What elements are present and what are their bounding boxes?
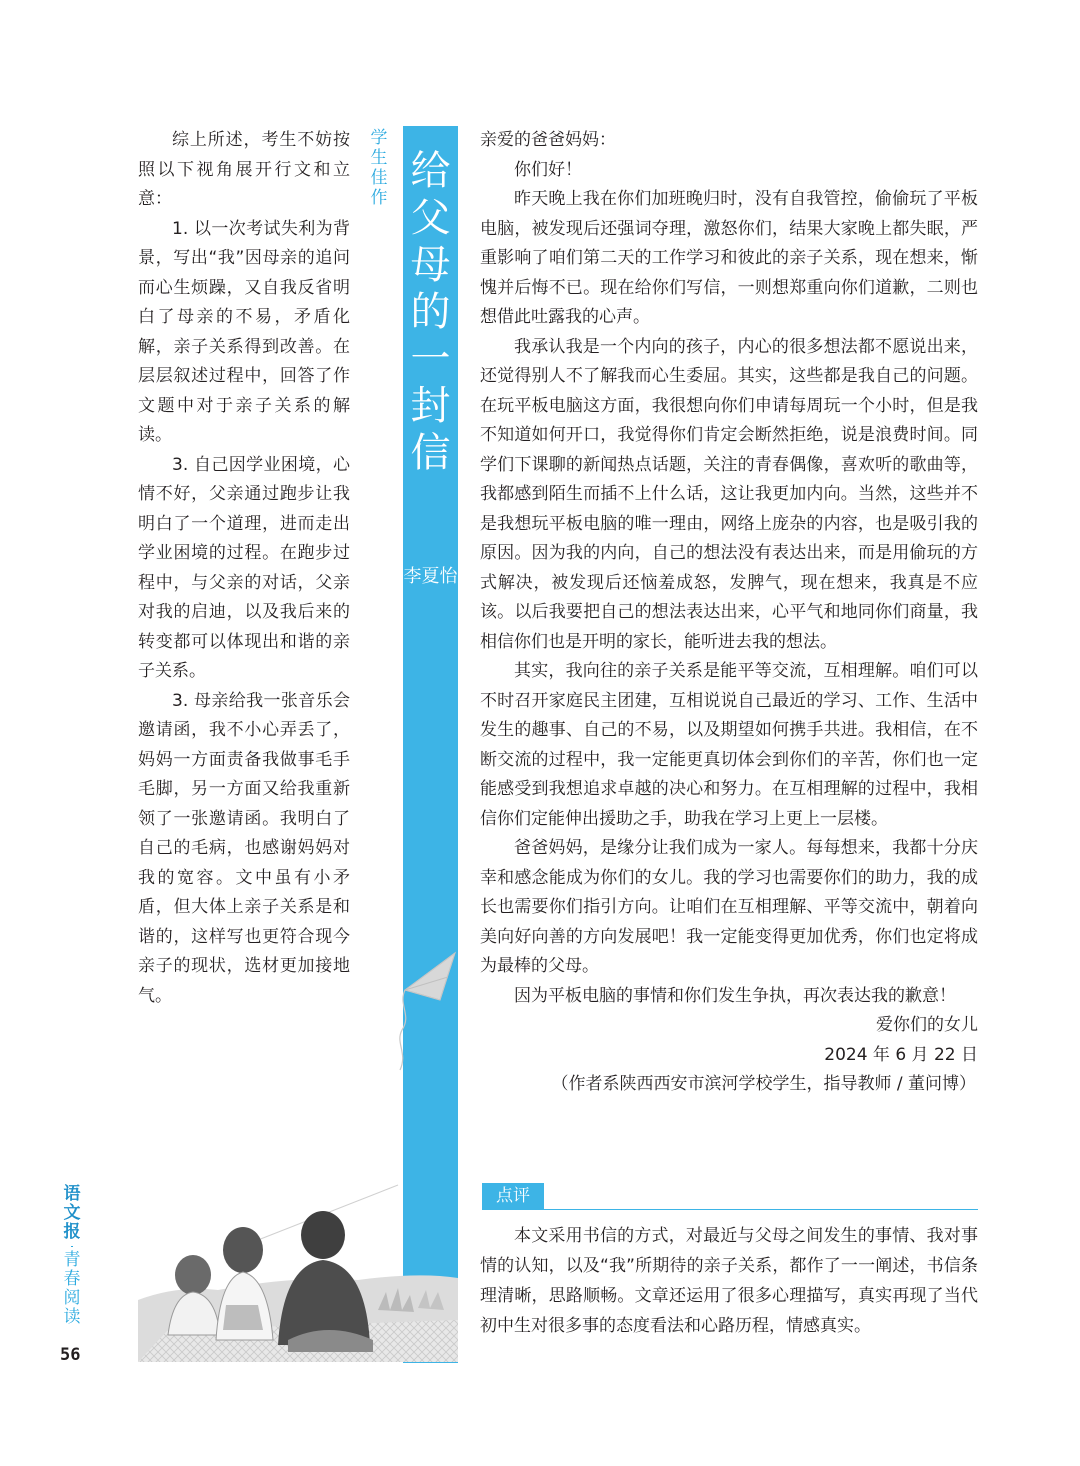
letter-paragraph: 爸爸妈妈，是缘分让我们成为一家人。每每想来，我都十分庆幸和感念能成为你们的女儿。我的学习也需要你们的助力，我的成长也需要你们指引方向。让咱们在互相理解、平等交流中，朝着向美向好向善的方向发展吧！我一定能变得更加优秀，你们也定将成为最棒的父母。 [480,838,978,976]
author-note: （作者系陕西西安市滨河学校学生，指导教师 / 董问博） [551,1074,976,1094]
letter-paragraph: 昨天晚上我在你们加班晚归时，没有自我管控，偷偷玩了平板电脑，被发现后还强词夺理，激怒你们，结果大家晚上都失眠，严重影响了咱们第二天的工作学习和彼此的亲子关系，现在想来，惭愧并后悔不已。现在给你们写信，一则想郑重向你们道歉，二则也想借此吐露我的心声。 [480,189,978,327]
section-label: 学生佳作 [370,128,388,208]
family-picnic-illustration [138,1180,458,1362]
review-divider [482,1209,978,1210]
letter-body [480,126,978,1100]
article-title: 给父母的一封信 [410,148,451,476]
review-tag: 点评 [482,1183,544,1209]
left-column [138,126,350,1011]
masthead-subtitle: 青春阅读 [63,1250,81,1327]
review-text: 本文采用书信的方式，对最近与父母之间发生的事情、我对事情的认知，以及“我”所期待的亲子关系，都作了一一阐述，书信条理清晰，思路顺畅。文章还运用了很多心理描写，真实再现了当代初中生对很多事的态度看法和心路历程，情感真实。 [480,1226,978,1336]
left-paragraph: 综上所述，考生不妨按照以下视角展开行文和立意： [138,130,350,209]
page-number: 56 [60,1345,81,1365]
letter-signature: 爱你们的女儿 [876,1015,978,1035]
masthead [60,1185,84,1327]
letter-paragraph: 因为平板电脑的事情和你们发生争执，再次表达我的歉意！ [514,985,956,1006]
article-author: 李夏怡 [403,566,458,587]
letter-paragraph: 其实，我向往的亲子关系是能平等交流，互相理解。咱们可以不时召开家庭民主团建，互相说说自己最近的学习、工作、生活中发生的趣事、自己的不易，以及期望如何携手共进。我相信，在不断交流的过程中，我一定能更真切体会到你们的辛苦，你们也一定能感受到我想追求卓越的决心和努力。在互相理解的过程中，我相信你们定能伸出援助之手，助我在学习上更上一层楼。 [480,661,978,829]
kite-illustration [360,945,470,1075]
masthead-separator [71,1246,73,1247]
masthead-logo: 语文报 [63,1184,81,1242]
letter-salutation: 亲爱的爸爸妈妈： [480,130,616,150]
left-paragraph: 1. 以一次考试失利为背景，写出“我”因母亲的追问而心生烦躁，又自我反省明白了母亲的不易，矛盾化解，亲子关系得到改善。在层层叙述过程中，回答了作文题中对于亲子关系的解读。 [138,218,350,445]
letter-paragraph: 我承认我是一个内向的孩子，内心的很多想法都不愿说出来，还觉得别人不了解我而心生委屈。其实，这些都是我自己的问题。在玩平板电脑这方面，我很想向你们申请每周玩一个小时，但是我不知道如何开口，我觉得你们肯定会断然拒绝，说是浪费时间。同学们下课聊的新闻热点话题，关注的青春偶像，喜欢听的歌曲等，我都感到陌生而插不上什么话，这让我更加内向。当然，这些并不是我想玩平板电脑的唯一理由，网络上庞杂的内容，也是吸引我的原因。因为我的内向，自己的想法没有表达出来，而是用偷玩的方式解决，被发现后还恼羞成怒，发脾气，现在想来，我真是不应该。以后我要把自己的想法表达出来，心平气和地同你们商量，我相信你们也是开明的家长，能听进去我的想法。 [480,336,978,652]
left-paragraph: 3. 母亲给我一张音乐会邀请函，我不小心弄丢了，妈妈一方面责备我做事毛手毛脚，另一方面又给我重新领了一张邀请函。我明白了自己的毛病，也感谢妈妈对我的宽容。文中虽有小矛盾，但大体上亲子关系是和谐的，这样写也更符合现今亲子的现状，选材更加接地气。 [138,690,350,1006]
letter-date: 2024 年 6 月 22 日 [824,1044,978,1065]
left-paragraph: 3. 自己因学业困境，心情不好，父亲通过跑步让我明白了一个道理，进而走出学业困境的过程。在跑步过程中，与父亲的对话，父亲对我的启迪，以及我后来的转变都可以体现出和谐的亲子关系。 [138,454,350,681]
letter-greeting: 你们好！ [514,159,582,180]
